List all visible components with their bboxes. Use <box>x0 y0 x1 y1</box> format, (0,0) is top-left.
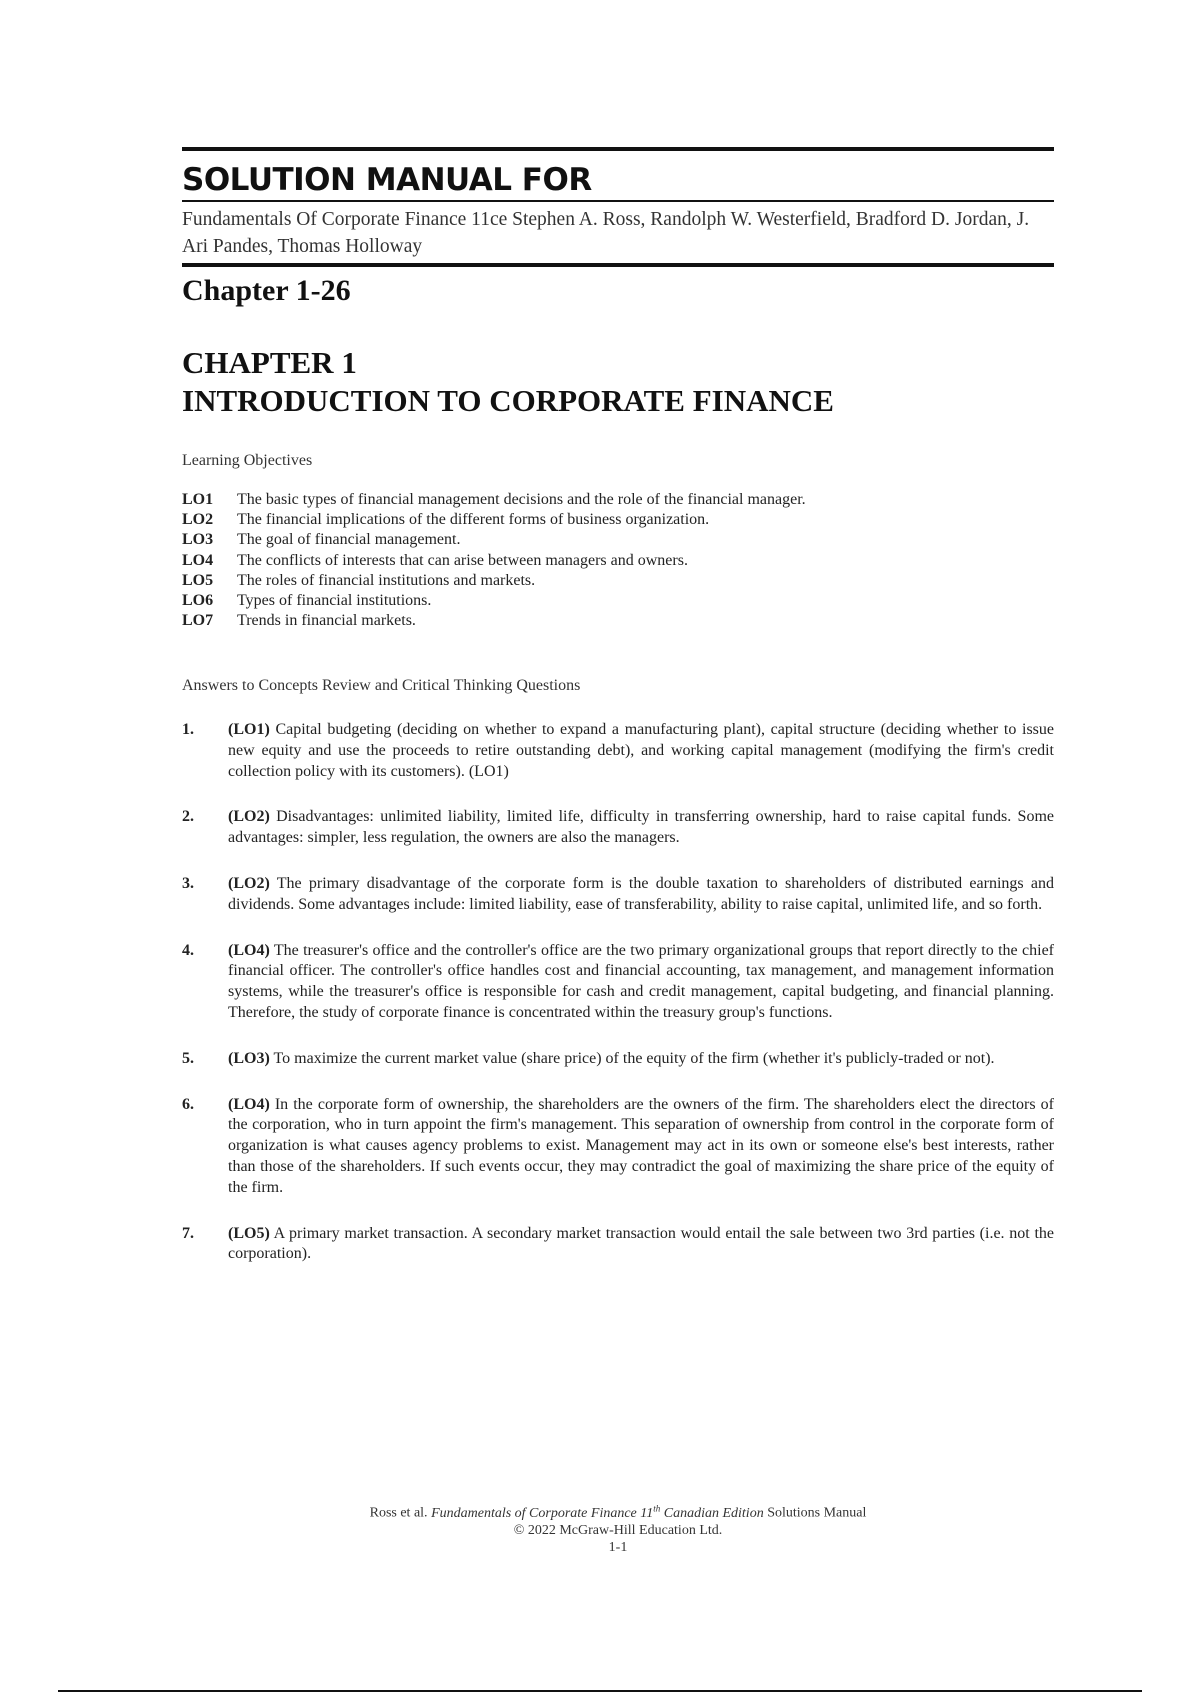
lo-text: The basic types of financial management decisions and the role of the financial manager. <box>237 491 806 508</box>
lo-code: LO5 <box>182 571 214 589</box>
footer-authors: Ross et al. <box>369 1505 432 1521</box>
page-bottom-rule <box>58 1690 1142 1692</box>
page-footer <box>182 1500 1054 1556</box>
top-rule <box>182 147 1054 151</box>
answer-body <box>228 1049 1054 1070</box>
answer-body <box>228 807 1054 849</box>
learning-objectives-list <box>182 490 1042 631</box>
answer-item <box>182 874 1054 916</box>
answer-number: 5. <box>182 1049 194 1067</box>
learning-objective-item <box>182 571 1042 591</box>
answer-item <box>182 1095 1054 1199</box>
answers-list <box>182 720 1054 1290</box>
footer-citation <box>182 1500 1054 1522</box>
answer-lo-tag: (LO5) <box>228 1224 270 1242</box>
answer-text: Disadvantages: unlimited liability, limited life, difficulty in transferring ownership, hard to raise capital funds. Some advantages: simpler, less regulation, the owners are also the managers. <box>228 808 1054 847</box>
footer-edition: Canadian Edition <box>660 1505 764 1521</box>
lo-text: The financial implications of the different forms of business organization. <box>237 511 710 529</box>
learning-objective-item <box>182 510 1042 530</box>
footer-book-title-text: Fundamentals of Corporate Finance 11 <box>431 1505 654 1521</box>
answer-number: 4. <box>182 941 194 959</box>
answer-number: 2. <box>182 808 194 826</box>
chapter-range: Chapter 1-26 <box>182 274 351 307</box>
learning-objective-item <box>182 591 1042 611</box>
title-rule <box>182 200 1054 202</box>
answer-body <box>228 941 1054 1024</box>
answer-lo-tag: (LO3) <box>228 1049 270 1067</box>
book-info: Fundamentals Of Corporate Finance 11ce Stephen A. Ross, Randolph W. Westerfield, Bradford D. Jordan, J. Ari Pandes, Thomas Holloway <box>182 209 1030 257</box>
lo-text: Types of financial institutions. <box>237 592 432 610</box>
lo-code: LO1 <box>182 491 214 508</box>
lo-code: LO2 <box>182 511 214 529</box>
learning-objectives-label: Learning Objectives <box>182 452 313 469</box>
lo-text: The goal of financial management. <box>237 531 461 549</box>
lo-text: The conflicts of interests that can arise between managers and owners. <box>237 551 688 569</box>
lo-code: LO4 <box>182 551 214 569</box>
lo-code: LO7 <box>182 612 214 630</box>
learning-objective-item <box>182 490 1042 510</box>
answer-item <box>182 1049 1054 1070</box>
answer-text: To maximize the current market value (share price) of the equity of the firm (whether it's publicly-traded or not). <box>269 1049 995 1067</box>
answer-lo-tag: (LO2) <box>228 808 270 826</box>
answer-lo-tag: (LO4) <box>228 941 270 959</box>
answer-body <box>228 1095 1054 1199</box>
answer-text: Capital budgeting (deciding on whether to expand a manufacturing plant), capital structure (deciding whether to issue new equity and use the proceeds to retire outstanding debt), and working capital management (modifying the firm's credit collection policy with its customers). (LO1) <box>228 721 1054 780</box>
footer-superscript: th <box>653 1503 661 1513</box>
answer-number: 7. <box>182 1224 194 1242</box>
answer-lo-tag: (LO4) <box>228 1095 270 1113</box>
answer-item <box>182 807 1054 849</box>
chapter-title: INTRODUCTION TO CORPORATE FINANCE <box>182 383 834 418</box>
answer-number: 6. <box>182 1095 194 1113</box>
answer-body <box>228 874 1054 916</box>
chapter-number: CHAPTER 1 <box>182 345 357 380</box>
answer-item <box>182 1224 1054 1266</box>
lo-text: Trends in financial markets. <box>237 612 416 630</box>
answers-label: Answers to Concepts Review and Critical Thinking Questions <box>182 677 581 694</box>
learning-objective-item <box>182 611 1042 631</box>
lo-code: LO6 <box>182 592 214 610</box>
answer-lo-tag: (LO2) <box>228 874 270 892</box>
answer-text: In the corporate form of ownership, the shareholders are the owners of the firm. The shareholders elect the directors of the corporation, who in turn appoint the firm's management. This separation of ownership from control in the corporate form of organization is what causes agency problems to exist. Management may act in its own or someone else's best interests, rather than those of the shareholders. If such events occur, they may contradict the goal of maximizing the share price of the equity of the firm. <box>228 1095 1054 1196</box>
answer-item <box>182 720 1054 782</box>
answer-text: The treasurer's office and the controller's office are the two primary organizational groups that report directly to the chief financial officer. The controller's office handles cost and financial accounting, tax management, and management information systems, while the treasurer's office is responsible for cash and credit management, capital budgeting, and financial planning. Therefore, the study of corporate finance is concentrated within the treasury group's functions. <box>228 941 1054 1021</box>
answer-text: The primary disadvantage of the corporate form is the double taxation to shareholders of distributed earnings and dividends. Some advantages include: limited liability, ease of transferability, ability to raise capital, unlimited life, and so forth. <box>228 874 1054 913</box>
answer-number: 3. <box>182 874 194 892</box>
footer-suffix: Solutions Manual <box>763 1505 867 1521</box>
answer-text: A primary market transaction. A secondary market transaction would entail the sale between two 3rd parties (i.e. not the corporation). <box>228 1224 1054 1263</box>
learning-objective-item <box>182 530 1042 550</box>
learning-objective-item <box>182 551 1042 571</box>
lo-code: LO3 <box>182 531 214 549</box>
chapter-heading <box>182 344 834 420</box>
answer-lo-tag: (LO1) <box>228 721 270 738</box>
manual-title: SOLUTION MANUAL FOR <box>182 162 592 198</box>
footer-book-title <box>431 1503 764 1521</box>
header-rule <box>182 263 1054 267</box>
answer-body <box>228 720 1054 782</box>
lo-text: The roles of financial institutions and markets. <box>237 571 536 589</box>
answer-item <box>182 941 1054 1024</box>
footer-copyright: © 2022 McGraw-Hill Education Ltd. <box>513 1522 723 1538</box>
answer-body <box>228 1224 1054 1266</box>
footer-page-number: 1-1 <box>608 1539 628 1555</box>
answer-number: 1. <box>182 721 194 738</box>
